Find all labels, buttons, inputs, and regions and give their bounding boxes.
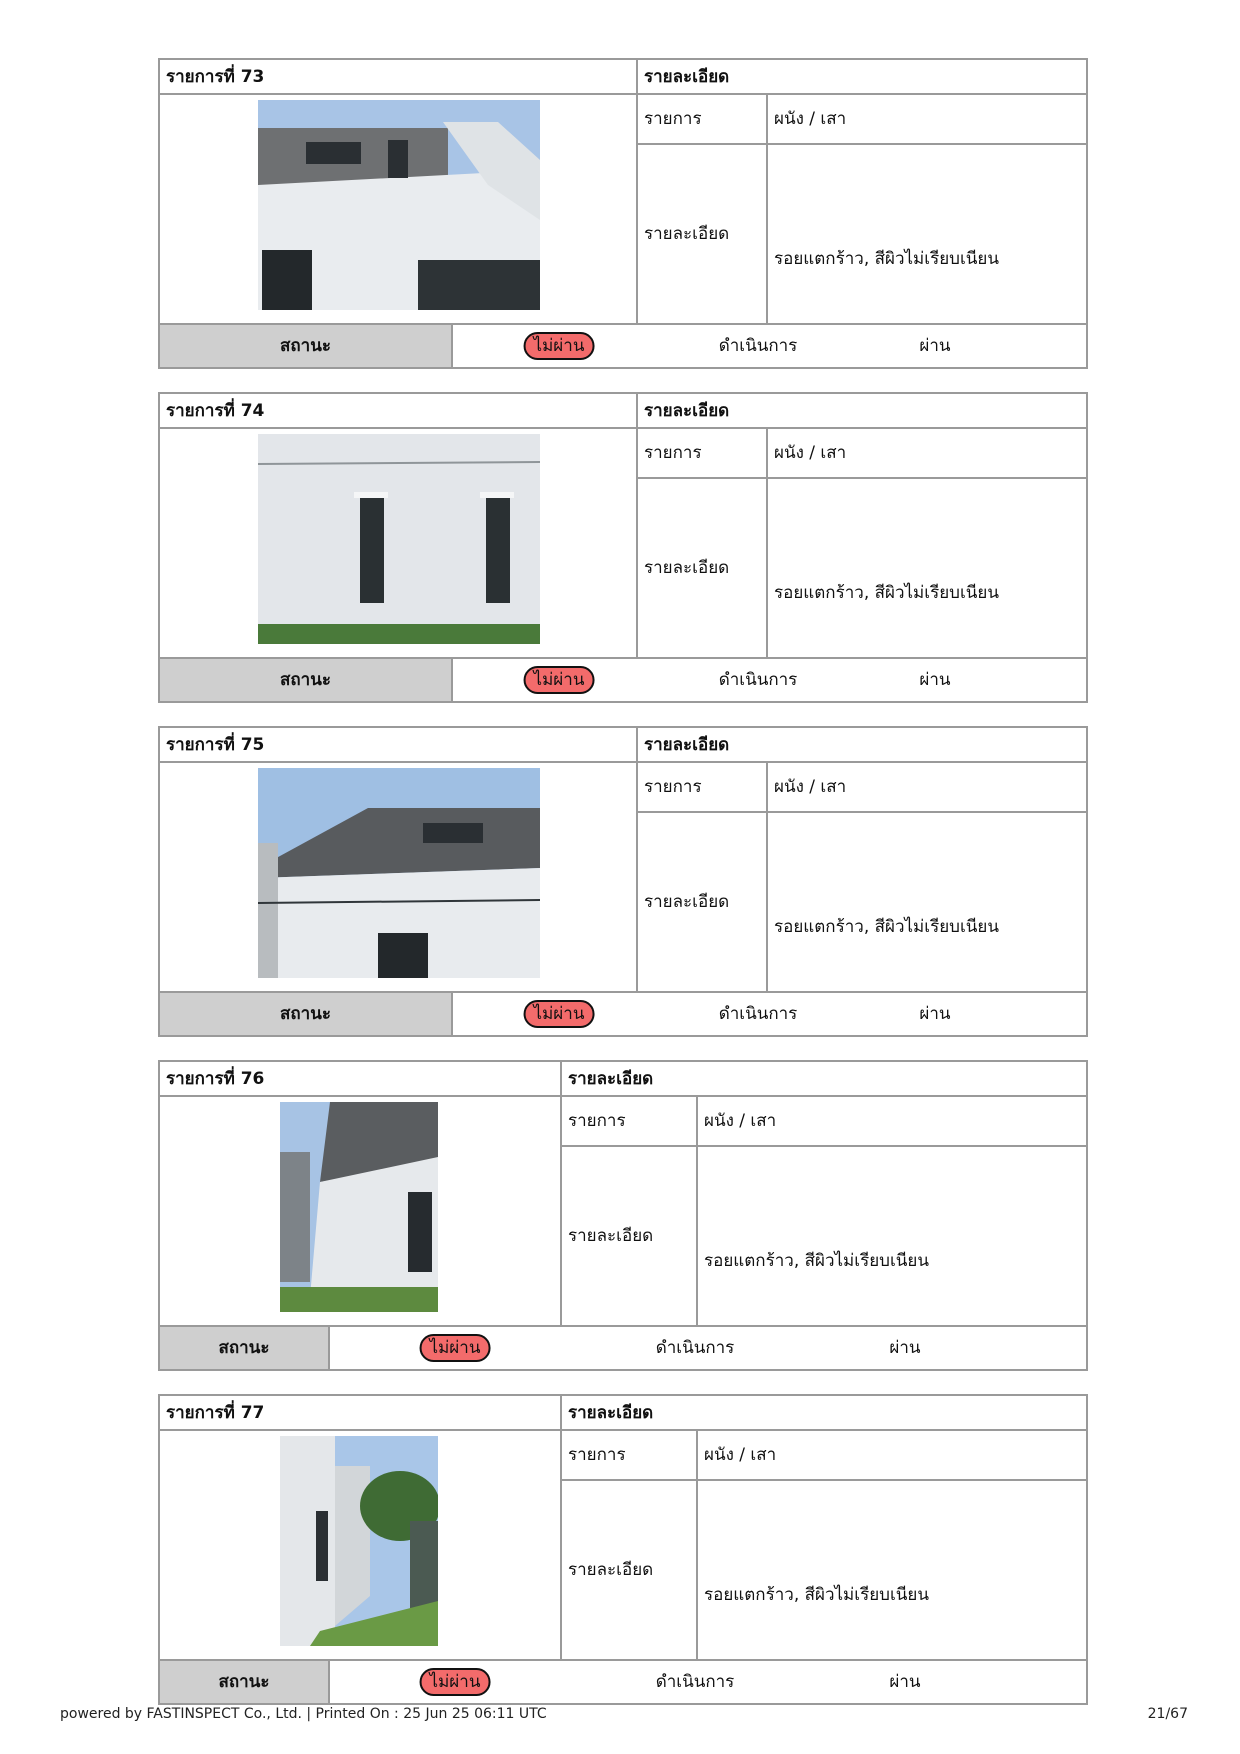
status-option-fail[interactable]: ไม่ผ่าน bbox=[420, 1668, 491, 1696]
detail-label: รายละเอียด bbox=[638, 813, 768, 991]
detail-header: รายละเอียด bbox=[562, 1396, 1086, 1431]
status-option-fail[interactable]: ไม่ผ่าน bbox=[420, 1334, 491, 1362]
detail-label: รายละเอียด bbox=[562, 1147, 698, 1325]
item-label: รายการ bbox=[562, 1431, 698, 1481]
detail-value: รอยแตกร้าว, สีผิวไม่เรียบเนียน bbox=[774, 583, 999, 603]
status-option-pass[interactable]: ผ่าน bbox=[889, 1672, 921, 1692]
status-option-pass[interactable]: ผ่าน bbox=[919, 670, 951, 690]
building-wall-photo[interactable] bbox=[280, 1102, 438, 1312]
item-value: ผนัง / เสา bbox=[768, 429, 1086, 479]
building-wall-photo[interactable] bbox=[258, 100, 540, 310]
item-title: รายการที่ 74 bbox=[160, 394, 638, 429]
status-option-pass[interactable]: ผ่าน bbox=[889, 1338, 921, 1358]
status-option-pass[interactable]: ผ่าน bbox=[919, 336, 951, 356]
status-label: สถานะ bbox=[160, 659, 453, 701]
status-option-pass[interactable]: ผ่าน bbox=[919, 1004, 951, 1024]
item-title: รายการที่ 76 bbox=[160, 1062, 562, 1097]
building-wall-photo[interactable] bbox=[258, 768, 540, 978]
detail-value: รอยแตกร้าว, สีผิวไม่เรียบเนียน bbox=[774, 249, 999, 269]
item-value: ผนัง / เสา bbox=[768, 95, 1086, 145]
photo-cell bbox=[160, 1431, 562, 1659]
status-option-in-progress[interactable]: ดำเนินการ bbox=[655, 1338, 735, 1358]
status-option-in-progress[interactable]: ดำเนินการ bbox=[718, 1004, 798, 1024]
page-number: 21/67 bbox=[1147, 1706, 1188, 1722]
item-label: รายการ bbox=[638, 763, 768, 813]
detail-header: รายละเอียด bbox=[638, 394, 1086, 429]
status-row bbox=[160, 1659, 1086, 1703]
status-label: สถานะ bbox=[160, 1661, 330, 1703]
status-option-fail[interactable]: ไม่ผ่าน bbox=[524, 332, 595, 360]
item-value: ผนัง / เสา bbox=[698, 1431, 1086, 1481]
status-row bbox=[160, 323, 1086, 367]
item-title: รายการที่ 73 bbox=[160, 60, 638, 95]
item-title: รายการที่ 75 bbox=[160, 728, 638, 763]
inspection-card bbox=[158, 392, 1088, 703]
detail-header: รายละเอียด bbox=[638, 60, 1086, 95]
status-label: สถานะ bbox=[160, 1327, 330, 1369]
detail-value: รอยแตกร้าว, สีผิวไม่เรียบเนียน bbox=[704, 1251, 929, 1271]
status-label: สถานะ bbox=[160, 993, 453, 1035]
status-option-fail[interactable]: ไม่ผ่าน bbox=[524, 666, 595, 694]
photo-cell bbox=[160, 429, 638, 657]
building-wall-photo[interactable] bbox=[280, 1436, 438, 1646]
status-row bbox=[160, 657, 1086, 701]
inspection-card bbox=[158, 1394, 1088, 1705]
footer-credit: powered by FASTINSPECT Co., Ltd. | Printed On : 25 Jun 25 06:11 UTC bbox=[60, 1706, 547, 1722]
photo-cell bbox=[160, 1097, 562, 1325]
detail-label: รายละเอียด bbox=[562, 1481, 698, 1659]
detail-value: รอยแตกร้าว, สีผิวไม่เรียบเนียน bbox=[774, 917, 999, 937]
item-title: รายการที่ 77 bbox=[160, 1396, 562, 1431]
inspection-card bbox=[158, 726, 1088, 1037]
item-label: รายการ bbox=[562, 1097, 698, 1147]
inspection-card bbox=[158, 1060, 1088, 1371]
detail-header: รายละเอียด bbox=[638, 728, 1086, 763]
status-option-in-progress[interactable]: ดำเนินการ bbox=[718, 670, 798, 690]
item-label: รายการ bbox=[638, 429, 768, 479]
item-value: ผนัง / เสา bbox=[768, 763, 1086, 813]
photo-cell bbox=[160, 763, 638, 991]
detail-value: รอยแตกร้าว, สีผิวไม่เรียบเนียน bbox=[704, 1585, 929, 1605]
status-option-fail[interactable]: ไม่ผ่าน bbox=[524, 1000, 595, 1028]
building-wall-photo[interactable] bbox=[258, 434, 540, 644]
status-row bbox=[160, 1325, 1086, 1369]
status-option-in-progress[interactable]: ดำเนินการ bbox=[718, 336, 798, 356]
inspection-card bbox=[158, 58, 1088, 369]
status-label: สถานะ bbox=[160, 325, 453, 367]
detail-label: รายละเอียด bbox=[638, 479, 768, 657]
photo-cell bbox=[160, 95, 638, 323]
status-option-in-progress[interactable]: ดำเนินการ bbox=[655, 1672, 735, 1692]
detail-header: รายละเอียด bbox=[562, 1062, 1086, 1097]
item-label: รายการ bbox=[638, 95, 768, 145]
detail-label: รายละเอียด bbox=[638, 145, 768, 323]
status-row bbox=[160, 991, 1086, 1035]
item-value: ผนัง / เสา bbox=[698, 1097, 1086, 1147]
